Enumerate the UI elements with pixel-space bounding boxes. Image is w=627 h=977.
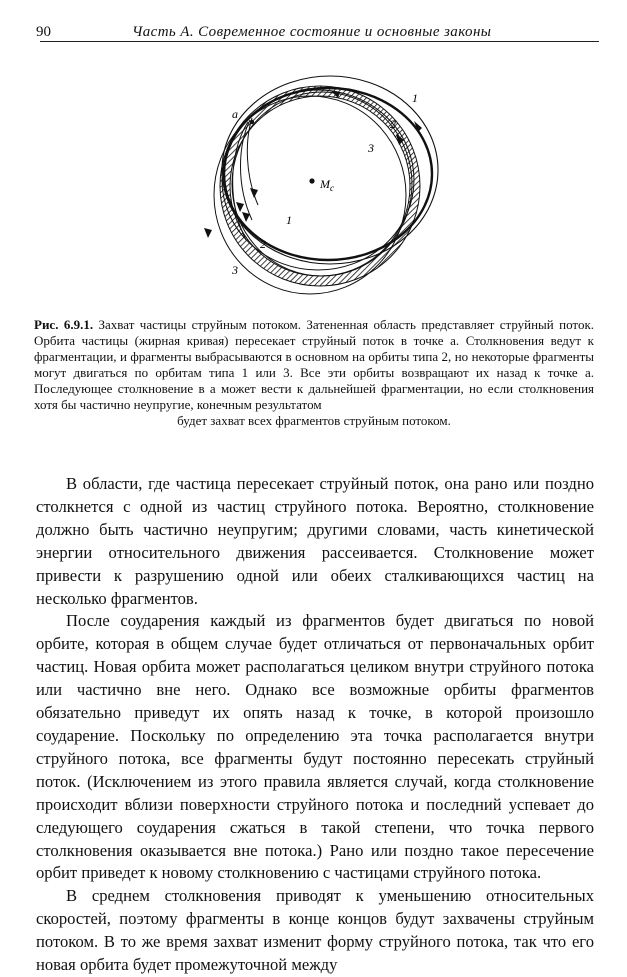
arrow-head [250,188,258,198]
running-title: Часть А. Современное состояние и основные законы [132,24,492,40]
center-label: $M_c$ [320,177,334,193]
arrow-head [204,228,212,238]
orbit-figure [190,70,450,310]
paragraph: В области, где частица пересекает струйный поток, она рано или поздно столкнется с одной из частиц струйного потока. Вероятно, столкновение должно быть частично неупругим; другими словами, часть кинетической энергии относительного движения рассеивается. Столкновение может привести к разрушению одной или обеих сталкивающихся частиц на несколько фрагментов. [36,474,594,608]
orbit-label: 1 [286,213,292,227]
header-rule [40,41,599,42]
orbit-label: 2 [390,117,396,131]
point-label-a: a [232,107,238,121]
orbit-diagram [190,70,450,310]
orbit-label: 3 [368,141,374,155]
particle-orbit [224,88,432,260]
paragraph: После соударения каждый из фрагментов будет двигаться по новой орбите, которая в общем случае будет отличаться от первоначальных орбит частиц. Новая орбита может располагаться целиком внутри струйного потока или частично вне него. Однако все возможные орбиты фрагментов обязательно приведут их опять назад к точке, в которой произошло соударение. Поскольку по определению эта точка располагается внутри струйного потока, все фрагменты будут постоянно пересекать струйный поток. (Исключением из этого правила является случай, когда столкновение происходит вблизи поверхности струйного потока и последний успевает до следующего соударения сжаться в такой степени, что точка первого столкновения оказывается вне потока.) Рано или поздно такое пересечение орбит приведет к новому столкновению с частицами струйного потока. [36,611,594,883]
orbit-label: 2 [260,237,266,251]
figure-caption [34,317,594,429]
collision-point [250,120,254,124]
page-number: 90 [36,24,51,40]
center-mass [309,178,314,183]
orbit-label: 3 [232,263,238,277]
paragraph: В среднем столкновения приводят к уменьшению относительных скоростей, поэтому фрагменты в конце концов будут захвачены струйным потоком. В то же время захват изменит форму струйного потока, так что его новая орбита будет промежуточной между [36,886,594,975]
caption-last-line: будет захват всех фрагментов струйным потоком. [177,413,451,428]
body-text [36,473,594,977]
caption-label: Рис. 6.9.1. [34,317,94,332]
orbit-label: 1 [412,91,418,105]
caption-text: Захват частицы струйным потоком. Затененная область представляет струйный поток. Орбита частицы (жирная кривая) пересекает струйный поток в точке a. Столкновения ведут к фрагментации, и фрагменты выбрасываются в основном на орбиты типа 2, но некоторые фрагменты могут двигаться по орбитам типа 1 или 3. Все эти орбиты возвращают их назад к точке a. Последующее столкновение в a может вести к дальнейшей фрагментации, но если столкновения хотя бы частично неупругие, конечным результатом [34,317,595,412]
arrow-head [236,202,244,212]
